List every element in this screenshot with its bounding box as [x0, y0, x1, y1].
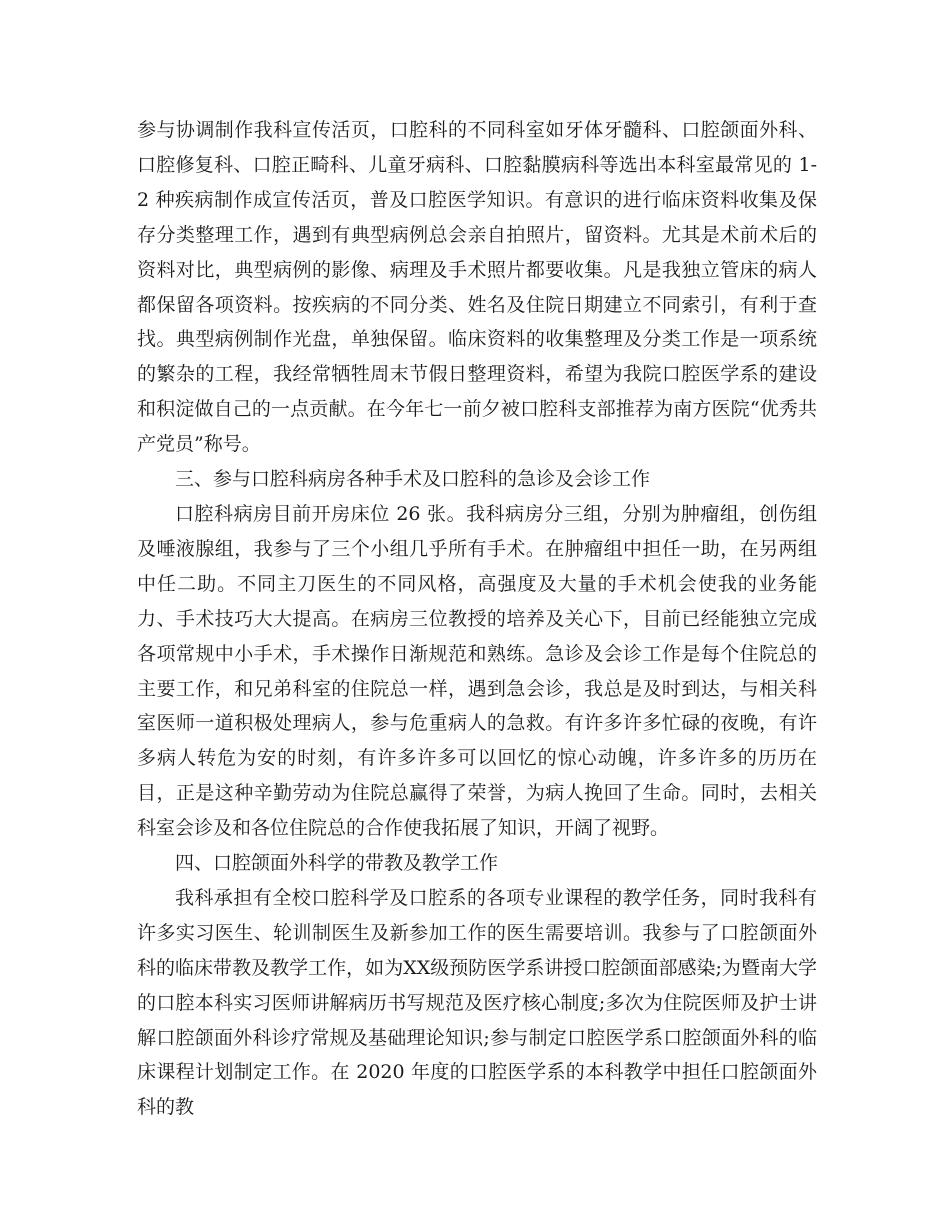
section-heading-teaching: 四、口腔颌面外科学的带教及教学工作 [175, 852, 499, 875]
document-body [137, 113, 817, 1125]
paragraph-promotional-leaflets: 参与协调制作我科宣传活页，口腔科的不同科室如牙体牙髓科、口腔颌面外科、口腔修复科、口腔正畸科、儿童牙病科、口腔黏膜病科等选出本科室最常见的 1-2 种疾病制作成宣传活页，普及口腔医学知识。有意识的进行临床资料收集及保存分类整理工作，遇到有典型病例总会亲自拍照片，留资料。尤其是术前术后的资料对比，典型病例的影像、病理及手术照片都要收集。凡是我独立管床的病人都保留各项资料。按疾病的不同分类、姓名及住院日期建立不同索引，有利于查找。典型病例制作光盘，单独保留。临床资料的收集整理及分类工作是一项系统的繁杂的工程，我经常牺牲周末节假日整理资料，希望为我院口腔医学系的建设和积淀做自己的一点贡献。在今年七一前夕被口腔科支部推荐为南方医院“优秀共产党员”称号。 [137, 119, 817, 456]
paragraph-teaching-work: 我科承担有全校口腔科学及口腔系的各项专业课程的教学任务，同时我科有许多实习医生、轮训制医生及新参加工作的医生需要培训。我参与了口腔颌面外科的临床带教及教学工作，如为XX级预防医学系讲授口腔颌面部感染;为暨南大学的口腔本科实习医师讲解病历书写规范及医疗核心制度;多次为住院医师及护士讲解口腔颌面外科诊疗常规及基础理论知识;参与制定口腔医学系口腔颌面外科的临床课程计划制定工作。在 2020 年度的口腔医学系的本科教学中担任口腔颌面外科的教 [137, 886, 817, 1119]
section-heading-surgery-emergency: 三、参与口腔科病房各种手术及口腔科的急诊及会诊工作 [175, 468, 651, 491]
paragraph-ward-surgery: 口腔科病房目前开房床位 26 张。我科病房分三组，分别为肿瘤组，创伤组及唾液腺组，我参与了三个小组几乎所有手术。在肿瘤组中担任一助，在另两组中任二助。不同主刀医生的不同风格，高强度及大量的手术机会使我的业务能力、手术技巧大大提高。在病房三位教授的培养及关心下，目前已经能独立完成各项常规中小手术，手术操作日渐规范和熟练。急诊及会诊工作是每个住院总的主要工作，和兄弟科室的住院总一样，遇到急会诊，我总是及时到达，与相关科室医师一道积极处理病人，参与危重病人的急救。有许多许多忙碌的夜晚，有许多病人转危为安的时刻，有许多许多可以回忆的惊心动魄，许多许多的历历在目，正是这种辛勤劳动为住院总赢得了荣誉，为病人挽回了生命。同时，去相关科室会诊及和各位住院总的合作使我拓展了知识，开阔了视野。 [137, 502, 817, 840]
